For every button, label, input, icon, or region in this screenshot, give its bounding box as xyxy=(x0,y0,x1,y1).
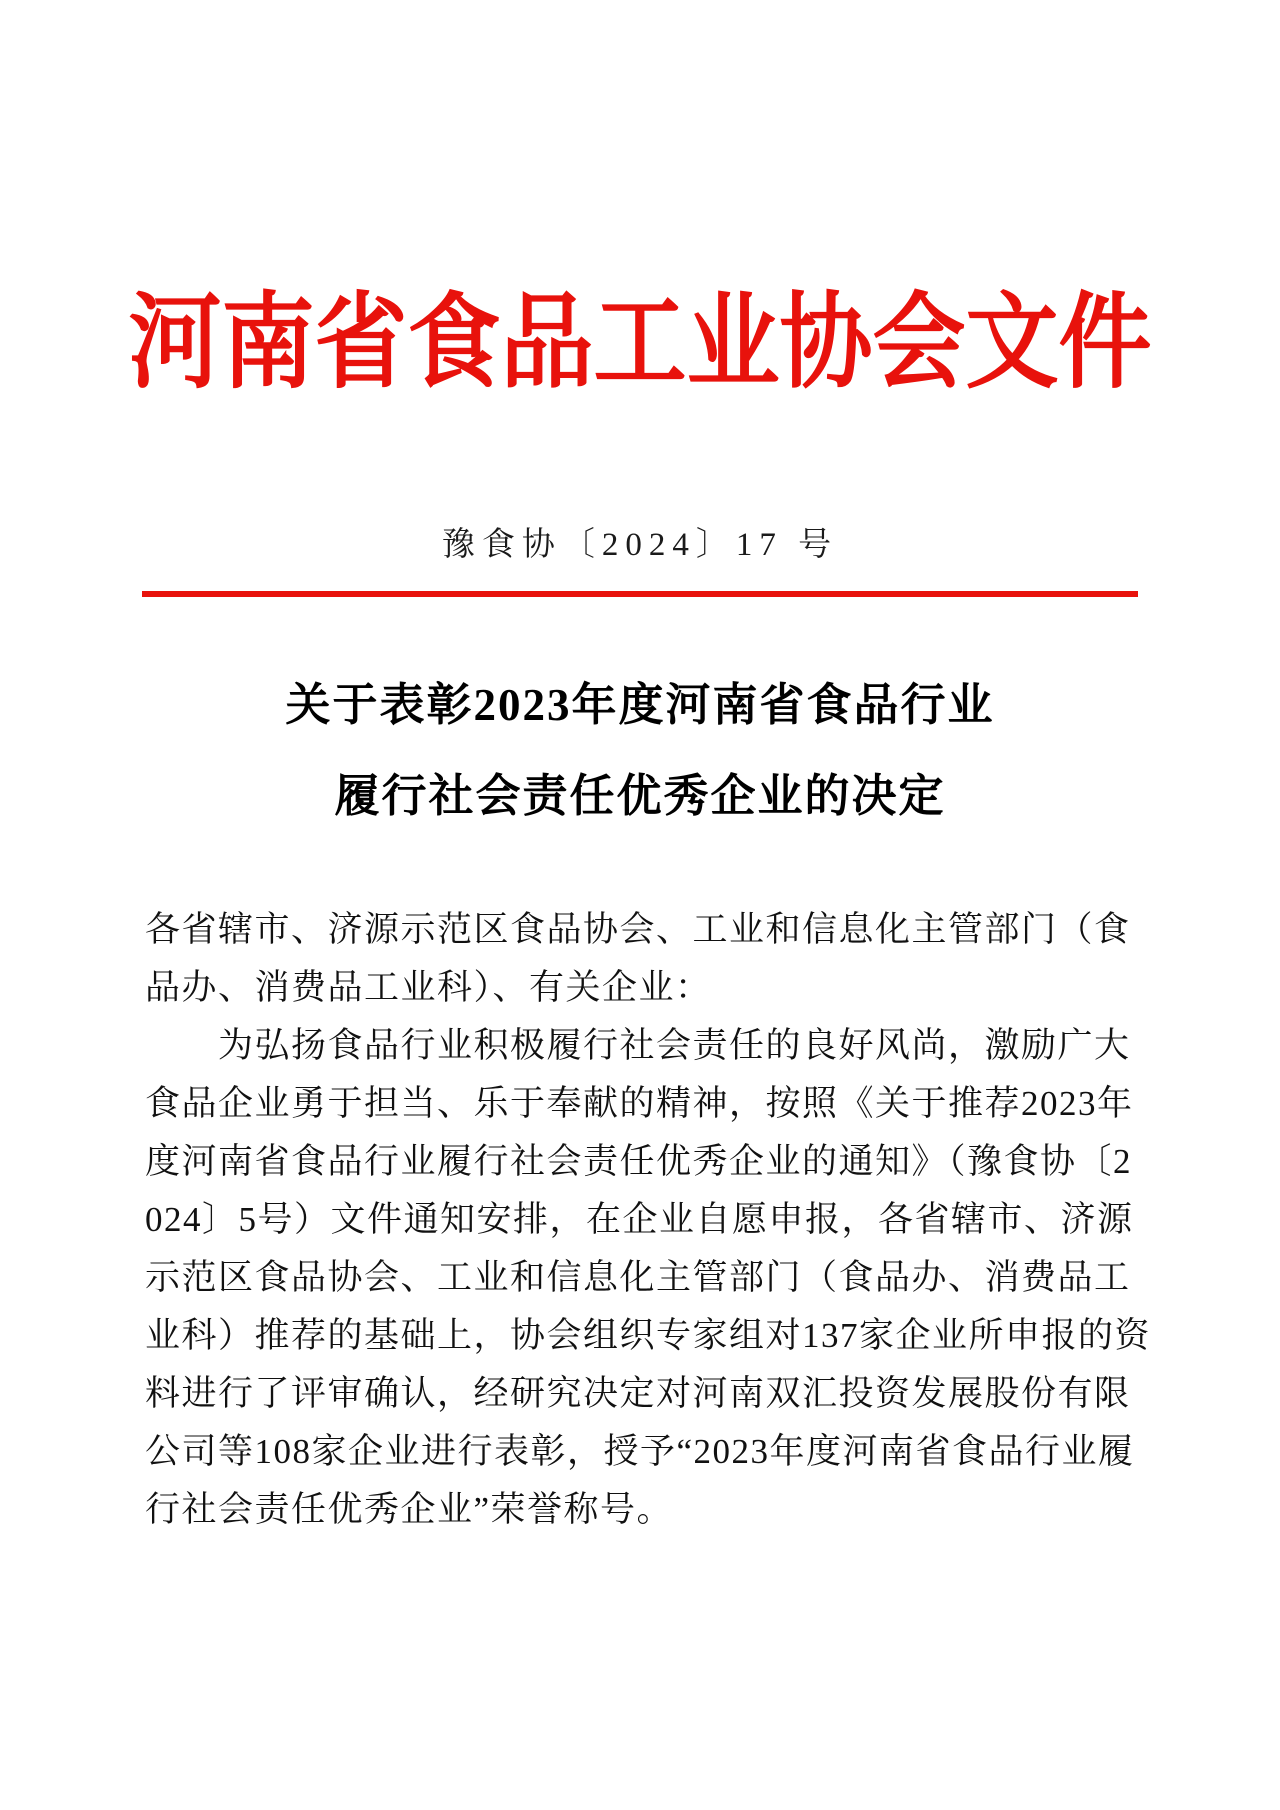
body-line: 各省辖市、济源示范区食品协会、工业和信息化主管部门（食 xyxy=(145,910,1131,949)
body-line: 度河南省食品行业履行社会责任优秀企业的通知》（豫食协〔2 xyxy=(145,1142,1133,1181)
document-number: 豫食协〔2024〕17 号 xyxy=(441,527,839,563)
body-line: 业科）推荐的基础上，协会组织专家组对137家企业所申报的资 xyxy=(145,1316,1152,1355)
document-title-line1: 关于表彰2023年度河南省食品行业 xyxy=(285,680,995,730)
red-divider-line xyxy=(142,591,1138,597)
document-title-line2: 履行社会责任优秀企业的决定 xyxy=(334,771,946,821)
document-title xyxy=(0,660,1280,842)
body-line: 行社会责任优秀企业”荣誉称号。 xyxy=(145,1490,674,1529)
body-line: 食品企业勇于担当、乐于奉献的精神，按照《关于推荐2023年 xyxy=(145,1084,1134,1123)
body-line: 为弘扬食品行业积极履行社会责任的良好风尚，激励广大 xyxy=(145,1026,1131,1065)
body-line: 品办、消费品工业科）、有关企业： xyxy=(145,968,712,1007)
body-line: 示范区食品协会、工业和信息化主管部门（食品办、消费品工 xyxy=(145,1258,1131,1297)
document-body xyxy=(145,901,1155,1539)
body-line: 公司等108家企业进行表彰，授予“2023年度河南省食品行业履 xyxy=(145,1432,1135,1471)
body-line: 024〕5号）文件通知安排，在企业自愿申报，各省辖市、济源 xyxy=(145,1200,1134,1239)
body-line: 料进行了评审确认，经研究决定对河南双汇投资发展股份有限 xyxy=(145,1374,1131,1413)
document-header-title: 河南省食品工业协会文件 xyxy=(128,286,1152,402)
